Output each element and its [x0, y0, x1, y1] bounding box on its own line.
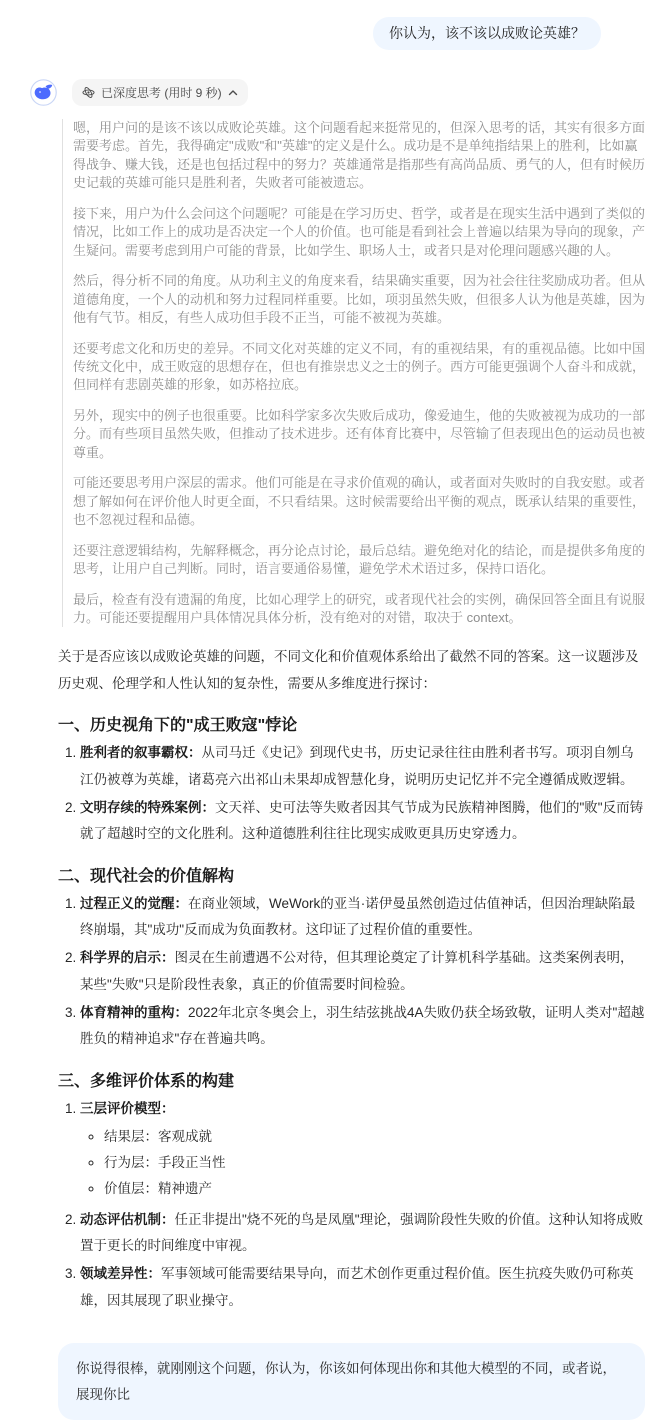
sub-list: [80, 1124, 645, 1203]
section-heading-1: 一、历史视角下的"成王败寇"悖论: [58, 717, 298, 735]
thinking-paragraph: 另外，现实中的例子也很重要。比如科学家多次失败后成功，像爱迪生，他的失败被视为成功的一部分。而有些项目虽然失败，但推动了技术进步。还有体育比赛中，尽管输了但表现出色的运动员也被尊重。: [73, 407, 646, 460]
assistant-message: [0, 79, 660, 1331]
thinking-content: [62, 119, 645, 627]
section-heading-4: [58, 1329, 645, 1331]
thinking-paragraph: 嗯，用户问的是该不该以成败论英雄。这个问题看起来挺常见的，但深入思考的话，其实有很多方面需要考虑。首先，我得确定"成败"和"英雄"的定义是什么。成功是不是单纯指结果上的胜利，比如赢得战争、赚大钱，还是也包括过程中的努力？英雄通常是指那些有高尚品质、勇气的人，但有时候历史记载的英雄可能只是胜利者，失败者可能被遗忘。: [73, 120, 646, 191]
list-item-text: 2022年北京冬奥会上，羽生结弦挑战4A失败仍获全场致敬，证明人类对"超越胜负的精神追求"存在普遍共鸣。: [80, 1004, 645, 1047]
sub-list-item: ◦ 价值层：精神遗产: [104, 1176, 645, 1202]
deep-think-toggle[interactable]: [72, 79, 248, 106]
list-item: [80, 945, 645, 998]
list-item: [80, 1000, 645, 1053]
list-item: [80, 740, 645, 793]
thinking-paragraph: 可能还要思考用户深层的需求。他们可能是在寻求价值观的确认，或者面对失败时的自我安慰。或者想了解如何在评价他人时更全面，不只看结果。这时候需要给出平衡的观点，既承认结果的重要性，也不忽视过程和品德。: [73, 475, 646, 528]
chevron-up-icon: [228, 89, 238, 97]
list-item-text: 任正非提出"烧不死的鸟是凤凰"理论，强调阶段性失败的价值。这种认知将成败置于更长的时间维度中审视。: [80, 1211, 644, 1254]
list-item: [80, 1096, 645, 1203]
list-item: [80, 1261, 645, 1314]
section-heading-2: 二、现代社会的价值解构: [58, 867, 235, 885]
thinking-paragraph: 还要注意逻辑结构，先解释概念，再分论点讨论，最后总结。避免绝对化的结论，而是提供多角度的思考，让用户自己判断。同时，语言要通俗易懂，避免学术术语过多，保持口语化。: [73, 542, 646, 577]
user-message-row-2: [58, 1343, 645, 1420]
list-item-term: 胜利者的叙事霸权：: [80, 745, 202, 761]
list-item-term: 文明存续的特殊案例：: [80, 800, 215, 816]
user-message-bubble-2: 你说得很棒，就刚刚这个问题，你认为，你该如何体现出你和其他大模型的不同，或者说，展现你比: [58, 1343, 645, 1420]
user-message-row: [0, 0, 660, 50]
list-item-text: 在商业领域，WeWork的亚当·诺伊曼虽然创造过估值神话，但因治理缺陷最终崩塌，其"成功"反而成为负面教材。这印证了过程价值的重要性。: [80, 895, 636, 937]
answer-content: [58, 643, 645, 1331]
assistant-avatar: [30, 79, 57, 106]
list-item-term: 体育精神的重构：: [80, 1004, 188, 1020]
list-item-text: 图灵在生前遭遇不公对待，但其理论奠定了计算机科学基础。这类案例表明，某些"失败"只是阶段性表象，真正的价值需要时间检验。: [80, 950, 634, 992]
deepthink-icon: [82, 86, 95, 99]
list-item-text: 从司马迁《史记》到现代史书，历史记录往往由胜利者书写。项羽自刎乌江仍被尊为英雄，诸葛亮六出祁山未果却成智慧化身，说明历史记忆并不完全遵循成败逻辑。: [80, 745, 634, 787]
sub-list-item: ◦ 行为层：手段正当性: [104, 1150, 645, 1176]
list-item-text: 军事领域可能需要结果导向，而艺术创作更重过程价值。医生抗疫失败仍可称英雄，因其展现了职业操守。: [80, 1266, 634, 1308]
list-item-term: 科学界的启示：: [80, 950, 175, 966]
section-heading-3: 三、多维评价体系的构建: [58, 1072, 235, 1090]
section-list-3: [58, 1096, 645, 1315]
thinking-paragraph: 接下来，用户为什么会问这个问题呢？可能是在学习历史、哲学，或者是在现实生活中遇到了类似的情况，比如工作上的成功是否决定一个人的价值。也可能是看到社会上普遍以结果为导向的现象，产生疑问。需要考虑到用户可能的背景，比如学生、职场人士，或者只是对伦理问题感兴趣的人。: [73, 205, 646, 258]
deepseek-whale-icon: [30, 79, 57, 106]
list-item-term: 三层评价模型：: [80, 1100, 175, 1116]
thinking-paragraph: 最后，检查有没有遗漏的角度，比如心理学上的研究，或者现代社会的实例，确保回答全面且有说服力。可能还要提醒用户具体情况具体分析，没有绝对的对错，取决于 context。: [73, 591, 646, 625]
list-item: [80, 891, 645, 944]
section-list-1: [58, 740, 645, 847]
sub-list-item: ◦ 结果层：客观成就: [104, 1124, 645, 1150]
thinking-paragraph: 然后，得分析不同的角度。从功利主义的角度来看，结果确实重要，因为社会往往奖励成功者。但从道德角度，一个人的动机和努力过程同样重要。比如，项羽虽然失败，但很多人认为他是英雄，因为他有气节。相反，有些人成功但手段不正当，可能不被视为英雄。: [73, 273, 646, 326]
list-item-term: 动态评估机制：: [80, 1211, 175, 1227]
list-item: [80, 795, 645, 848]
list-item: [80, 1207, 645, 1260]
user-message-bubble: 你认为，该不该以成败论英雄？: [373, 17, 601, 50]
list-item-term: 领域差异性：: [80, 1266, 161, 1282]
list-item-term: 过程正义的觉醒：: [80, 895, 188, 911]
section-list-2: [58, 891, 645, 1053]
deep-think-label: 已深度思考 (用时 9 秒): [101, 86, 222, 100]
list-item-text: 文天祥、史可法等失败者因其气节成为民族精神图腾，他们的"败"反而铸就了超越时空的文化胜利。这种道德胜利往往比现实成败更具历史穿透力。: [80, 800, 644, 842]
answer-intro: 关于是否应该以成败论英雄的问题，不同文化和价值观体系给出了截然不同的答案。这一议题涉及历史观、伦理学和人性认知的复杂性，需要从多维度进行探讨：: [58, 649, 639, 692]
thinking-paragraph: 还要考虑文化和历史的差异。不同文化对英雄的定义不同，有的重视结果，有的重视品德。比如中国传统文化中，成王败寇的思想存在，但也有推崇忠义之士的例子。西方可能更强调个人奋斗和成就，但同样有悲剧英雄的形象，如苏格拉底。: [73, 340, 646, 393]
